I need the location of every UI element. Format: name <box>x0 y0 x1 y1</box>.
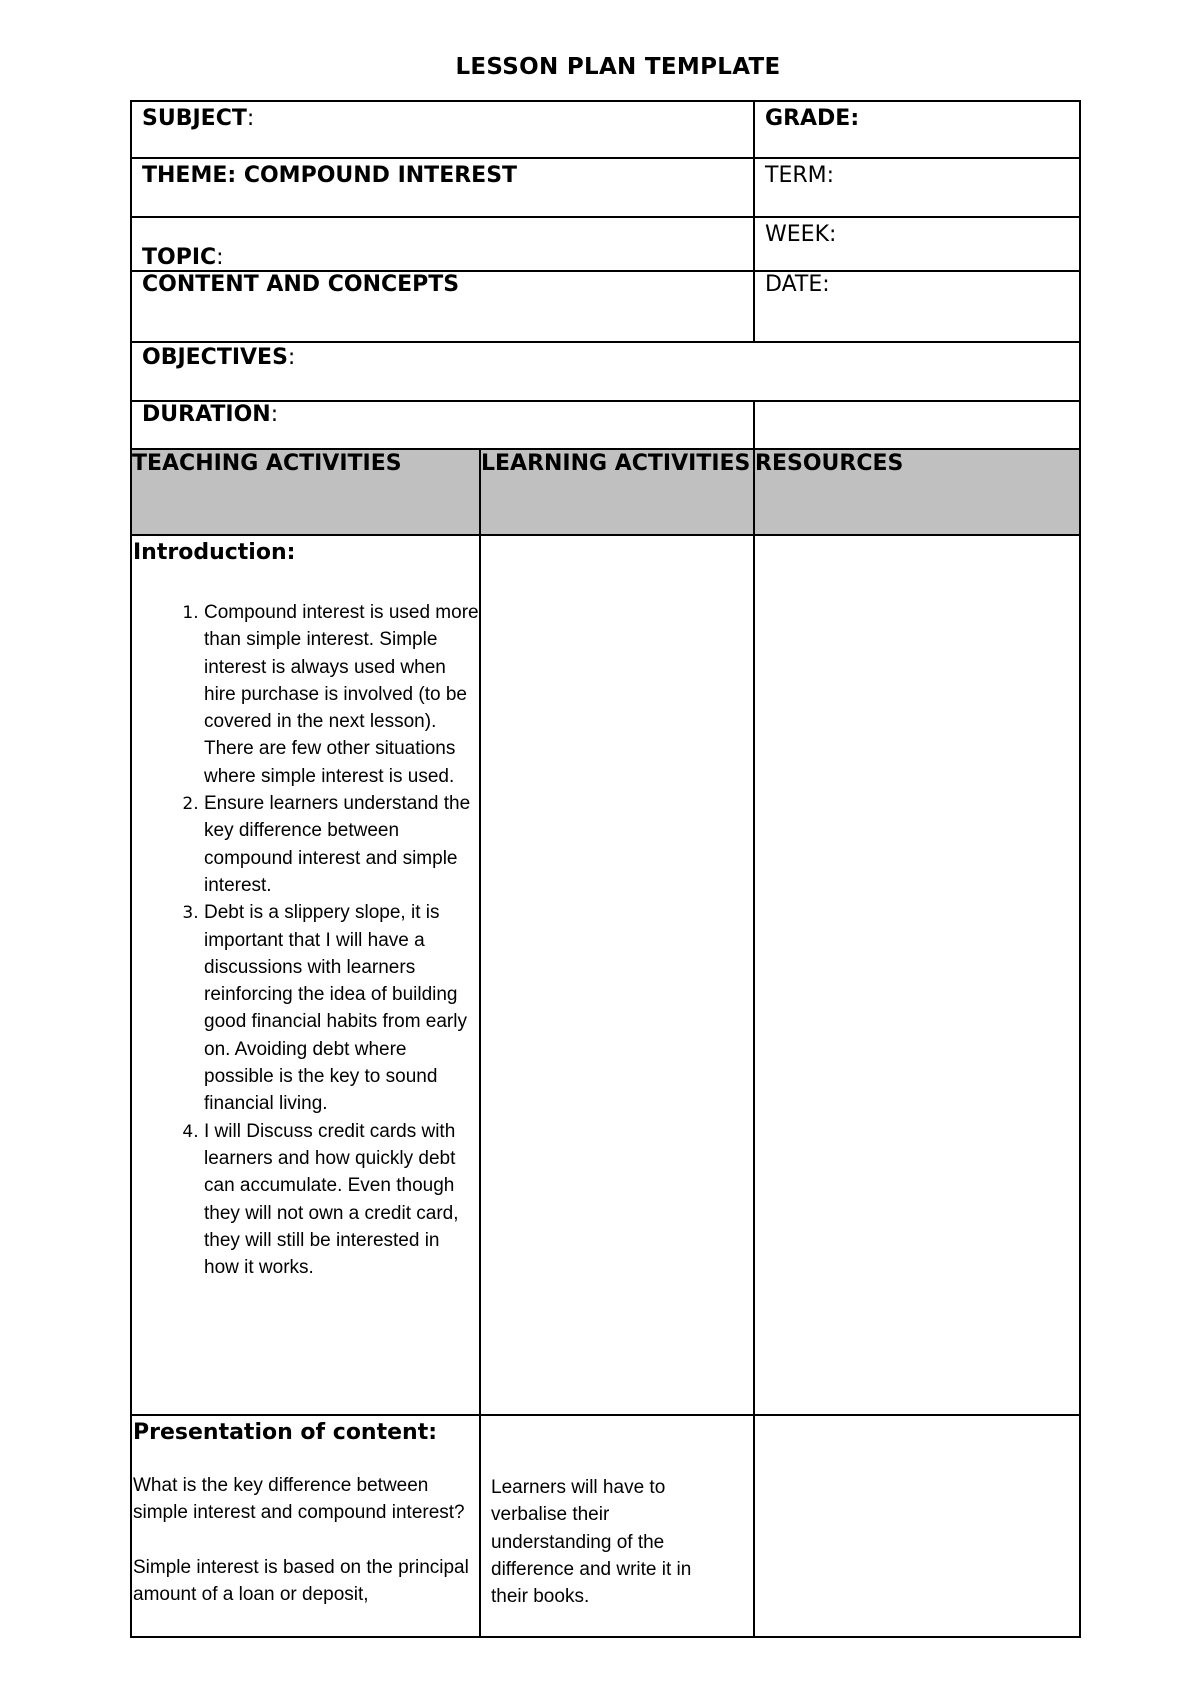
term-label: TERM: <box>765 163 835 188</box>
topic-label: TOPIC <box>142 245 217 270</box>
presentation-paragraph: Simple interest is based on the principal amount of a loan or deposit, <box>133 1556 469 1605</box>
content-label: CONTENT AND CONCEPTS <box>142 272 460 297</box>
list-item: 4. I will Discuss credit cards with learners and how quickly debt can accumulate. Even though they will not own a credit card, they will still be interested in how it works. <box>204 1118 479 1282</box>
column-header-row <box>131 449 1080 535</box>
duration-label: DURATION <box>142 402 271 427</box>
subject-cell[interactable] <box>131 101 754 158</box>
subject-label: SUBJECT <box>142 106 247 131</box>
theme-cell <box>131 158 754 217</box>
objectives-row <box>131 342 1080 401</box>
objectives-cell[interactable] <box>131 342 1080 401</box>
presentation-learning-text: Learners will have to verbalise their understanding of the difference and write it in their books. <box>491 1477 692 1608</box>
resources-header: RESOURCES <box>754 449 1080 535</box>
introduction-learning-cell[interactable] <box>480 535 754 1415</box>
duration-value-cell[interactable] <box>754 401 1080 449</box>
content-row <box>131 271 1080 342</box>
presentation-learning-cell[interactable] <box>480 1415 754 1637</box>
date-cell[interactable] <box>754 271 1080 342</box>
presentation-teaching-cell[interactable] <box>131 1415 480 1637</box>
topic-colon: : <box>216 245 224 270</box>
subject-colon: : <box>246 106 255 131</box>
week-cell[interactable] <box>754 217 1080 271</box>
topic-row <box>131 217 1080 271</box>
content-cell[interactable] <box>131 271 754 342</box>
theme-row <box>131 158 1080 217</box>
duration-cell[interactable] <box>131 401 754 449</box>
objectives-colon: : <box>287 345 296 370</box>
grade-label: GRADE: <box>765 106 860 131</box>
date-label: DATE: <box>765 272 830 297</box>
introduction-teaching-cell[interactable] <box>131 535 480 1415</box>
list-item: 2. Ensure learners understand the key difference between compound interest and simple interest. <box>204 790 479 899</box>
teaching-activities-header: TEACHING ACTIVITIES <box>131 449 480 535</box>
page-title: LESSON PLAN TEMPLATE <box>455 54 781 80</box>
presentation-heading: Presentation of content: <box>133 1420 438 1445</box>
list-item: 1. Compound interest is used more than simple interest. Simple interest is always used when hire purchase is involved (to be covered in the next lesson). There are few other situations where simple interest is used. <box>204 599 479 790</box>
grade-cell[interactable] <box>754 101 1080 158</box>
introduction-resources-cell[interactable] <box>754 535 1080 1415</box>
list-item: 3. Debt is a slippery slope, it is important that I will have a discussions with learners reinforcing the idea of building good financial habits from early on. Avoiding debt where possible is the key to sound financial living. <box>204 899 479 1117</box>
introduction-list <box>132 599 479 1281</box>
theme-label: THEME: COMPOUND INTEREST <box>142 163 518 188</box>
presentation-question: What is the key difference between simple interest and compound interest? <box>133 1475 465 1524</box>
duration-row <box>131 401 1080 449</box>
introduction-heading: Introduction: <box>133 540 296 565</box>
lesson-plan-table <box>130 100 1081 1638</box>
objectives-label: OBJECTIVES <box>142 345 288 370</box>
subject-row <box>131 101 1080 158</box>
presentation-row <box>131 1415 1080 1637</box>
week-label: WEEK: <box>765 222 837 247</box>
presentation-resources-cell[interactable] <box>754 1415 1080 1637</box>
introduction-row <box>131 535 1080 1415</box>
duration-colon: : <box>270 402 279 427</box>
learning-activities-header: LEARNING ACTIVITIES <box>480 449 754 535</box>
term-cell[interactable] <box>754 158 1080 217</box>
topic-cell[interactable] <box>131 217 754 271</box>
